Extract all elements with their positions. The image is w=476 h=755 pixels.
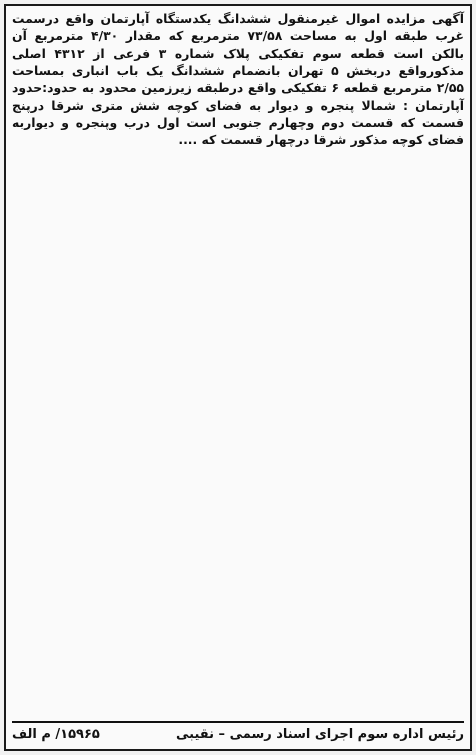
notice-footer <box>12 721 464 745</box>
auction-notice <box>4 4 472 751</box>
notice-signature: رئیس اداره سوم اجرای اسناد رسمی – نقیبی <box>176 726 464 742</box>
notice-body: آگهی مزایده اموال غیرمنقول ششدانگ یکدستگاه آپارتمان واقع درسمت غرب طبقه اول به مساحت ۷۳/۵۸ مترمربع که مقدار ۴/۳۰ مترمربع آن بالکن است قطعه سوم تفکیکی پلاک شماره ۳ فرعی از ۴۳۱۲ اصلی مذکورواقع دربخش ۵ تهران بانضمام ششدانگ یک باب انباری بمساحت ۲/۵۵ مترمربع قطعه ۶ تفکیکی واقع درطبقه زیرزمین محدود به حدود:حدود آپارتمان : شمالا پنجره و دیوار به فضای کوچه شش متری شرقا درپنج قسمت که قسمت دوم وچهارم جنوبی است اول درب وپنجره و دیواربه فضای کوچه مذکور شرقا درچهار قسمت که .... <box>12 11 464 148</box>
notice-serial: ۱۵۹۶۵/ م الف <box>12 726 100 742</box>
